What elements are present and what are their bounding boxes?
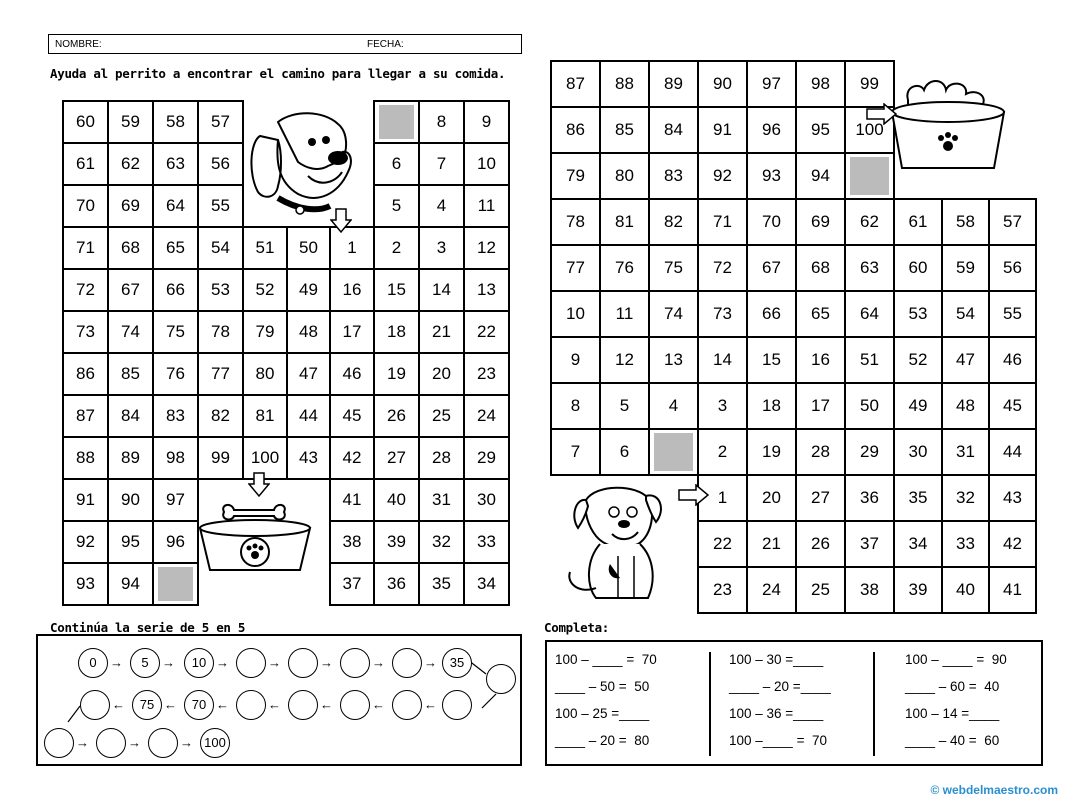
series-arrow-icon: → [320, 655, 333, 670]
series-circle: 100 [200, 728, 230, 758]
maze-cell: 65 [153, 227, 198, 269]
equation[interactable]: 100 – 36 =____ [729, 706, 824, 721]
equation[interactable]: ____ – 40 = 60 [905, 733, 1000, 748]
maze-cell: 87 [551, 61, 600, 107]
maze-cell: 88 [63, 437, 108, 479]
maze-cell: 86 [63, 353, 108, 395]
maze-cell: 73 [63, 311, 108, 353]
credit-text: © webdelmaestro.com [930, 783, 1058, 797]
maze-cell: 89 [108, 437, 153, 479]
maze-cell: 52 [243, 269, 287, 311]
maze-cell: 80 [243, 353, 287, 395]
series-circle[interactable] [96, 728, 126, 758]
maze-cell: 3 [419, 227, 464, 269]
maze-cell: 21 [747, 521, 796, 567]
maze-cell: 34 [464, 563, 509, 605]
maze-cell: 71 [698, 199, 747, 245]
series-box [36, 634, 522, 766]
maze-cell: 99 [845, 61, 894, 107]
maze-cell: 5 [374, 185, 419, 227]
maze-cell: 15 [374, 269, 419, 311]
equation[interactable]: 100 – 25 =____ [555, 706, 650, 721]
maze-cell: 100 [243, 437, 287, 479]
series-circle[interactable] [442, 690, 472, 720]
maze-cell: 84 [649, 107, 698, 153]
maze-cell: 35 [419, 563, 464, 605]
series-circle[interactable] [148, 728, 178, 758]
maze-cell: 95 [108, 521, 153, 563]
maze-cell: 14 [419, 269, 464, 311]
maze-cell: 13 [464, 269, 509, 311]
maze-cell: 90 [698, 61, 747, 107]
maze-cell: 6 [374, 143, 419, 185]
maze-cell: 23 [464, 353, 509, 395]
maze-cell: 42 [989, 521, 1036, 567]
series-circle[interactable] [236, 648, 266, 678]
maze-cell: 97 [153, 479, 198, 521]
maze-cell: 96 [153, 521, 198, 563]
maze-cell: 51 [243, 227, 287, 269]
maze-cell: 71 [63, 227, 108, 269]
series-arrow-icon: → [268, 655, 281, 670]
maze-cell: 70 [63, 185, 108, 227]
maze-cell: 6 [600, 429, 649, 475]
series-title: Continúa la serie de 5 en 5 [50, 620, 246, 635]
maze-cell: 55 [198, 185, 243, 227]
maze-cell: 90 [108, 479, 153, 521]
maze-cell [153, 563, 198, 605]
maze-cell: 81 [243, 395, 287, 437]
maze-cell: 74 [649, 291, 698, 337]
series-arrow-icon: ← [164, 697, 177, 712]
maze-cell: 61 [63, 143, 108, 185]
equation[interactable]: ____ – 20 =____ [729, 679, 831, 694]
maze-cell: 67 [108, 269, 153, 311]
maze-cell: 23 [698, 567, 747, 613]
maze-cell: 73 [698, 291, 747, 337]
maze-cell: 67 [747, 245, 796, 291]
maze-cell: 22 [698, 521, 747, 567]
maze-cell: 35 [894, 475, 942, 521]
series-arrow-icon: → [128, 735, 141, 750]
maze-cell: 94 [796, 153, 845, 199]
maze-cell: 41 [989, 567, 1036, 613]
maze-cell: 33 [942, 521, 989, 567]
maze-cell: 3 [698, 383, 747, 429]
maze-cell: 54 [942, 291, 989, 337]
maze-cell: 37 [845, 521, 894, 567]
maze-cell: 60 [63, 101, 108, 143]
maze-cell: 74 [108, 311, 153, 353]
maze-cell: 44 [287, 395, 330, 437]
maze-cell: 100 [845, 107, 894, 153]
maze-cell: 51 [845, 337, 894, 383]
maze-cell: 21 [419, 311, 464, 353]
maze-cell: 38 [845, 567, 894, 613]
maze-cell: 66 [747, 291, 796, 337]
maze-cell: 32 [942, 475, 989, 521]
series-circle: 10 [184, 648, 214, 678]
maze-cell: 41 [330, 479, 374, 521]
maze-cell: 77 [551, 245, 600, 291]
series-arrow-icon: ← [320, 697, 333, 712]
equation[interactable]: 100 –____ = 70 [729, 733, 827, 748]
maze-cell: 2 [698, 429, 747, 475]
series-circle[interactable] [392, 648, 422, 678]
maze-cell: 76 [600, 245, 649, 291]
series-arrow-icon: → [424, 655, 437, 670]
series-arrow-icon: ← [216, 697, 229, 712]
maze-cell: 63 [845, 245, 894, 291]
maze-cell: 16 [796, 337, 845, 383]
maze-cell: 69 [108, 185, 153, 227]
maze-cell: 88 [600, 61, 649, 107]
arrow-down-icon [248, 472, 270, 498]
maze-cell: 10 [464, 143, 509, 185]
maze-cell: 92 [698, 153, 747, 199]
maze-cell: 91 [63, 479, 108, 521]
series-circle: 5 [130, 648, 160, 678]
name-date-box[interactable] [48, 34, 522, 54]
maze-cell: 1 [698, 475, 747, 521]
maze-cell: 26 [374, 395, 419, 437]
maze-cell: 48 [287, 311, 330, 353]
maze-cell: 99 [198, 437, 243, 479]
maze-cell: 96 [747, 107, 796, 153]
maze-cell: 94 [108, 563, 153, 605]
maze-cell: 57 [989, 199, 1036, 245]
maze-cell: 47 [942, 337, 989, 383]
dog-bowl-food-icon [880, 64, 1016, 188]
maze-cell [649, 429, 698, 475]
series-circle: 70 [184, 690, 214, 720]
series-arrow-icon: → [180, 735, 193, 750]
series-circle: 75 [132, 690, 162, 720]
maze-cell: 72 [63, 269, 108, 311]
equation[interactable]: 100 – 30 =____ [729, 652, 824, 667]
maze-cell: 18 [747, 383, 796, 429]
maze-cell: 49 [287, 269, 330, 311]
maze-cell: 27 [796, 475, 845, 521]
divider-2 [873, 652, 875, 756]
maze-cell: 58 [942, 199, 989, 245]
maze-cell: 11 [464, 185, 509, 227]
maze-cell: 78 [198, 311, 243, 353]
gray-square [379, 105, 414, 139]
maze-cell: 20 [747, 475, 796, 521]
dog-bowl-bone-icon [194, 500, 316, 580]
maze-cell: 9 [551, 337, 600, 383]
maze-cell: 57 [198, 101, 243, 143]
arrow-down-icon [330, 208, 352, 234]
maze-cell: 92 [63, 521, 108, 563]
maze-cell: 37 [330, 563, 374, 605]
equation[interactable]: 100 – 14 =____ [905, 706, 1000, 721]
maze-cell: 7 [419, 143, 464, 185]
maze-cell: 45 [330, 395, 374, 437]
maze-cell: 39 [374, 521, 419, 563]
equation[interactable]: 100 – ____ = 70 [555, 652, 657, 667]
maze-cell: 29 [464, 437, 509, 479]
maze-cell: 80 [600, 153, 649, 199]
series-circle[interactable] [340, 648, 370, 678]
maze-cell: 81 [600, 199, 649, 245]
maze-cell: 55 [989, 291, 1036, 337]
series-arrow-icon: ← [424, 697, 437, 712]
maze-cell: 62 [845, 199, 894, 245]
maze-cell: 66 [153, 269, 198, 311]
maze-cell: 28 [796, 429, 845, 475]
maze-cell: 83 [649, 153, 698, 199]
maze-cell: 20 [419, 353, 464, 395]
maze-cell: 46 [989, 337, 1036, 383]
maze-cell: 79 [551, 153, 600, 199]
maze-cell: 30 [894, 429, 942, 475]
maze-cell: 14 [698, 337, 747, 383]
maze-cell: 46 [330, 353, 374, 395]
series-circle[interactable] [288, 690, 318, 720]
maze-cell: 47 [287, 353, 330, 395]
equation[interactable]: 100 – ____ = 90 [905, 652, 1007, 667]
maze-cell: 44 [989, 429, 1036, 475]
maze-cell: 38 [330, 521, 374, 563]
maze-cell: 49 [894, 383, 942, 429]
maze-cell: 64 [153, 185, 198, 227]
name-label: NOMBRE: [55, 39, 102, 50]
maze-cell: 27 [374, 437, 419, 479]
maze-cell: 24 [464, 395, 509, 437]
series-arrow-icon: → [372, 655, 385, 670]
maze-cell: 15 [747, 337, 796, 383]
maze-cell: 79 [243, 311, 287, 353]
divider-1 [709, 652, 711, 756]
series-circle[interactable] [486, 664, 516, 694]
maze-cell: 17 [796, 383, 845, 429]
equation[interactable]: ____ – 20 = 80 [555, 733, 650, 748]
series-circle[interactable] [44, 728, 74, 758]
maze-cell: 40 [374, 479, 419, 521]
series-circle[interactable] [340, 690, 370, 720]
series-arrow-icon: → [162, 655, 175, 670]
series-arrow-icon: ← [372, 697, 385, 712]
maze-cell: 82 [198, 395, 243, 437]
maze-cell: 56 [198, 143, 243, 185]
series-circle: 0 [78, 648, 108, 678]
maze-cell: 89 [649, 61, 698, 107]
maze-cell: 18 [374, 311, 419, 353]
instruction-text: Ayuda al perrito a encontrar el camino para llegar a su comida. [50, 66, 506, 81]
maze-cell: 87 [63, 395, 108, 437]
series-arrow-icon: ← [112, 697, 125, 712]
maze-cell: 83 [153, 395, 198, 437]
maze-cell: 69 [796, 199, 845, 245]
maze-cell: 24 [747, 567, 796, 613]
maze-cell: 61 [894, 199, 942, 245]
equation[interactable]: ____ – 60 = 40 [905, 679, 1000, 694]
completa-title: Completa: [544, 620, 610, 635]
maze-cell: 53 [198, 269, 243, 311]
maze-cell: 10 [551, 291, 600, 337]
maze-cell: 76 [153, 353, 198, 395]
maze-cell: 64 [845, 291, 894, 337]
maze-cell: 39 [894, 567, 942, 613]
maze-cell: 93 [63, 563, 108, 605]
series-circle[interactable] [80, 690, 110, 720]
maze-cell: 29 [845, 429, 894, 475]
series-arrow-icon: ← [268, 697, 281, 712]
maze-cell: 28 [419, 437, 464, 479]
maze-cell: 77 [198, 353, 243, 395]
maze-cell: 98 [153, 437, 198, 479]
maze-cell: 30 [464, 479, 509, 521]
maze-cell: 95 [796, 107, 845, 153]
maze-cell: 59 [942, 245, 989, 291]
maze-cell [374, 101, 419, 143]
equation[interactable]: ____ – 50 = 50 [555, 679, 650, 694]
maze-cell: 19 [747, 429, 796, 475]
maze-cell: 34 [894, 521, 942, 567]
maze-cell: 53 [894, 291, 942, 337]
series-arrow-icon: → [76, 735, 89, 750]
maze-cell: 60 [894, 245, 942, 291]
series-circle[interactable] [236, 690, 266, 720]
maze-cell: 65 [796, 291, 845, 337]
maze-cell: 25 [419, 395, 464, 437]
maze-cell: 70 [747, 199, 796, 245]
maze-cell: 75 [649, 245, 698, 291]
maze-cell: 59 [108, 101, 153, 143]
maze-cell: 2 [374, 227, 419, 269]
maze-cell: 45 [989, 383, 1036, 429]
maze-cell: 7 [551, 429, 600, 475]
maze-cell: 97 [747, 61, 796, 107]
maze-cell: 48 [942, 383, 989, 429]
maze-cell: 68 [796, 245, 845, 291]
maze-cell: 50 [845, 383, 894, 429]
maze-cell: 25 [796, 567, 845, 613]
maze-cell: 68 [108, 227, 153, 269]
maze-cell: 75 [153, 311, 198, 353]
maze-cell: 86 [551, 107, 600, 153]
gray-square [654, 433, 693, 471]
series-arrow-icon: → [110, 655, 123, 670]
dog-head-icon [238, 102, 362, 220]
maze-cell: 26 [796, 521, 845, 567]
maze-cell: 50 [287, 227, 330, 269]
maze-cell: 1 [330, 227, 374, 269]
maze-cell: 93 [747, 153, 796, 199]
maze-cell: 8 [419, 101, 464, 143]
maze-cell: 43 [287, 437, 330, 479]
maze-cell: 63 [153, 143, 198, 185]
dog-sitting-icon [556, 476, 688, 606]
maze-cell: 5 [600, 383, 649, 429]
maze-cell: 62 [108, 143, 153, 185]
maze-cell: 52 [894, 337, 942, 383]
maze-cell: 84 [108, 395, 153, 437]
series-circle[interactable] [392, 690, 422, 720]
maze-cell: 12 [464, 227, 509, 269]
maze-cell: 17 [330, 311, 374, 353]
maze-cell: 4 [649, 383, 698, 429]
maze-cell: 9 [464, 101, 509, 143]
maze-cell: 22 [464, 311, 509, 353]
maze-cell: 43 [989, 475, 1036, 521]
maze-cell: 91 [698, 107, 747, 153]
maze-cell: 13 [649, 337, 698, 383]
maze-cell: 36 [374, 563, 419, 605]
maze-cell: 32 [419, 521, 464, 563]
maze-cell: 36 [845, 475, 894, 521]
maze-cell: 78 [551, 199, 600, 245]
maze-cell: 54 [198, 227, 243, 269]
maze-cell: 58 [153, 101, 198, 143]
maze-cell: 42 [330, 437, 374, 479]
maze-cell: 12 [600, 337, 649, 383]
arrow-right-icon [678, 484, 710, 506]
date-label: FECHA: [367, 39, 404, 50]
maze-cell: 85 [108, 353, 153, 395]
series-circle: 35 [442, 648, 472, 678]
maze-cell: 31 [419, 479, 464, 521]
maze-cell: 72 [698, 245, 747, 291]
completa-box [545, 640, 1043, 766]
maze-cell: 19 [374, 353, 419, 395]
maze-cell: 8 [551, 383, 600, 429]
maze-cell: 11 [600, 291, 649, 337]
gray-square [158, 567, 193, 601]
series-arrow-icon: → [216, 655, 229, 670]
maze-cell: 85 [600, 107, 649, 153]
maze-cell: 98 [796, 61, 845, 107]
series-circle[interactable] [288, 648, 318, 678]
maze-cell: 40 [942, 567, 989, 613]
maze-cell: 82 [649, 199, 698, 245]
arrow-right-icon [866, 103, 898, 125]
maze-cell: 16 [330, 269, 374, 311]
maze-cell: 31 [942, 429, 989, 475]
maze-cell: 4 [419, 185, 464, 227]
maze-cell: 33 [464, 521, 509, 563]
maze-cell: 56 [989, 245, 1036, 291]
